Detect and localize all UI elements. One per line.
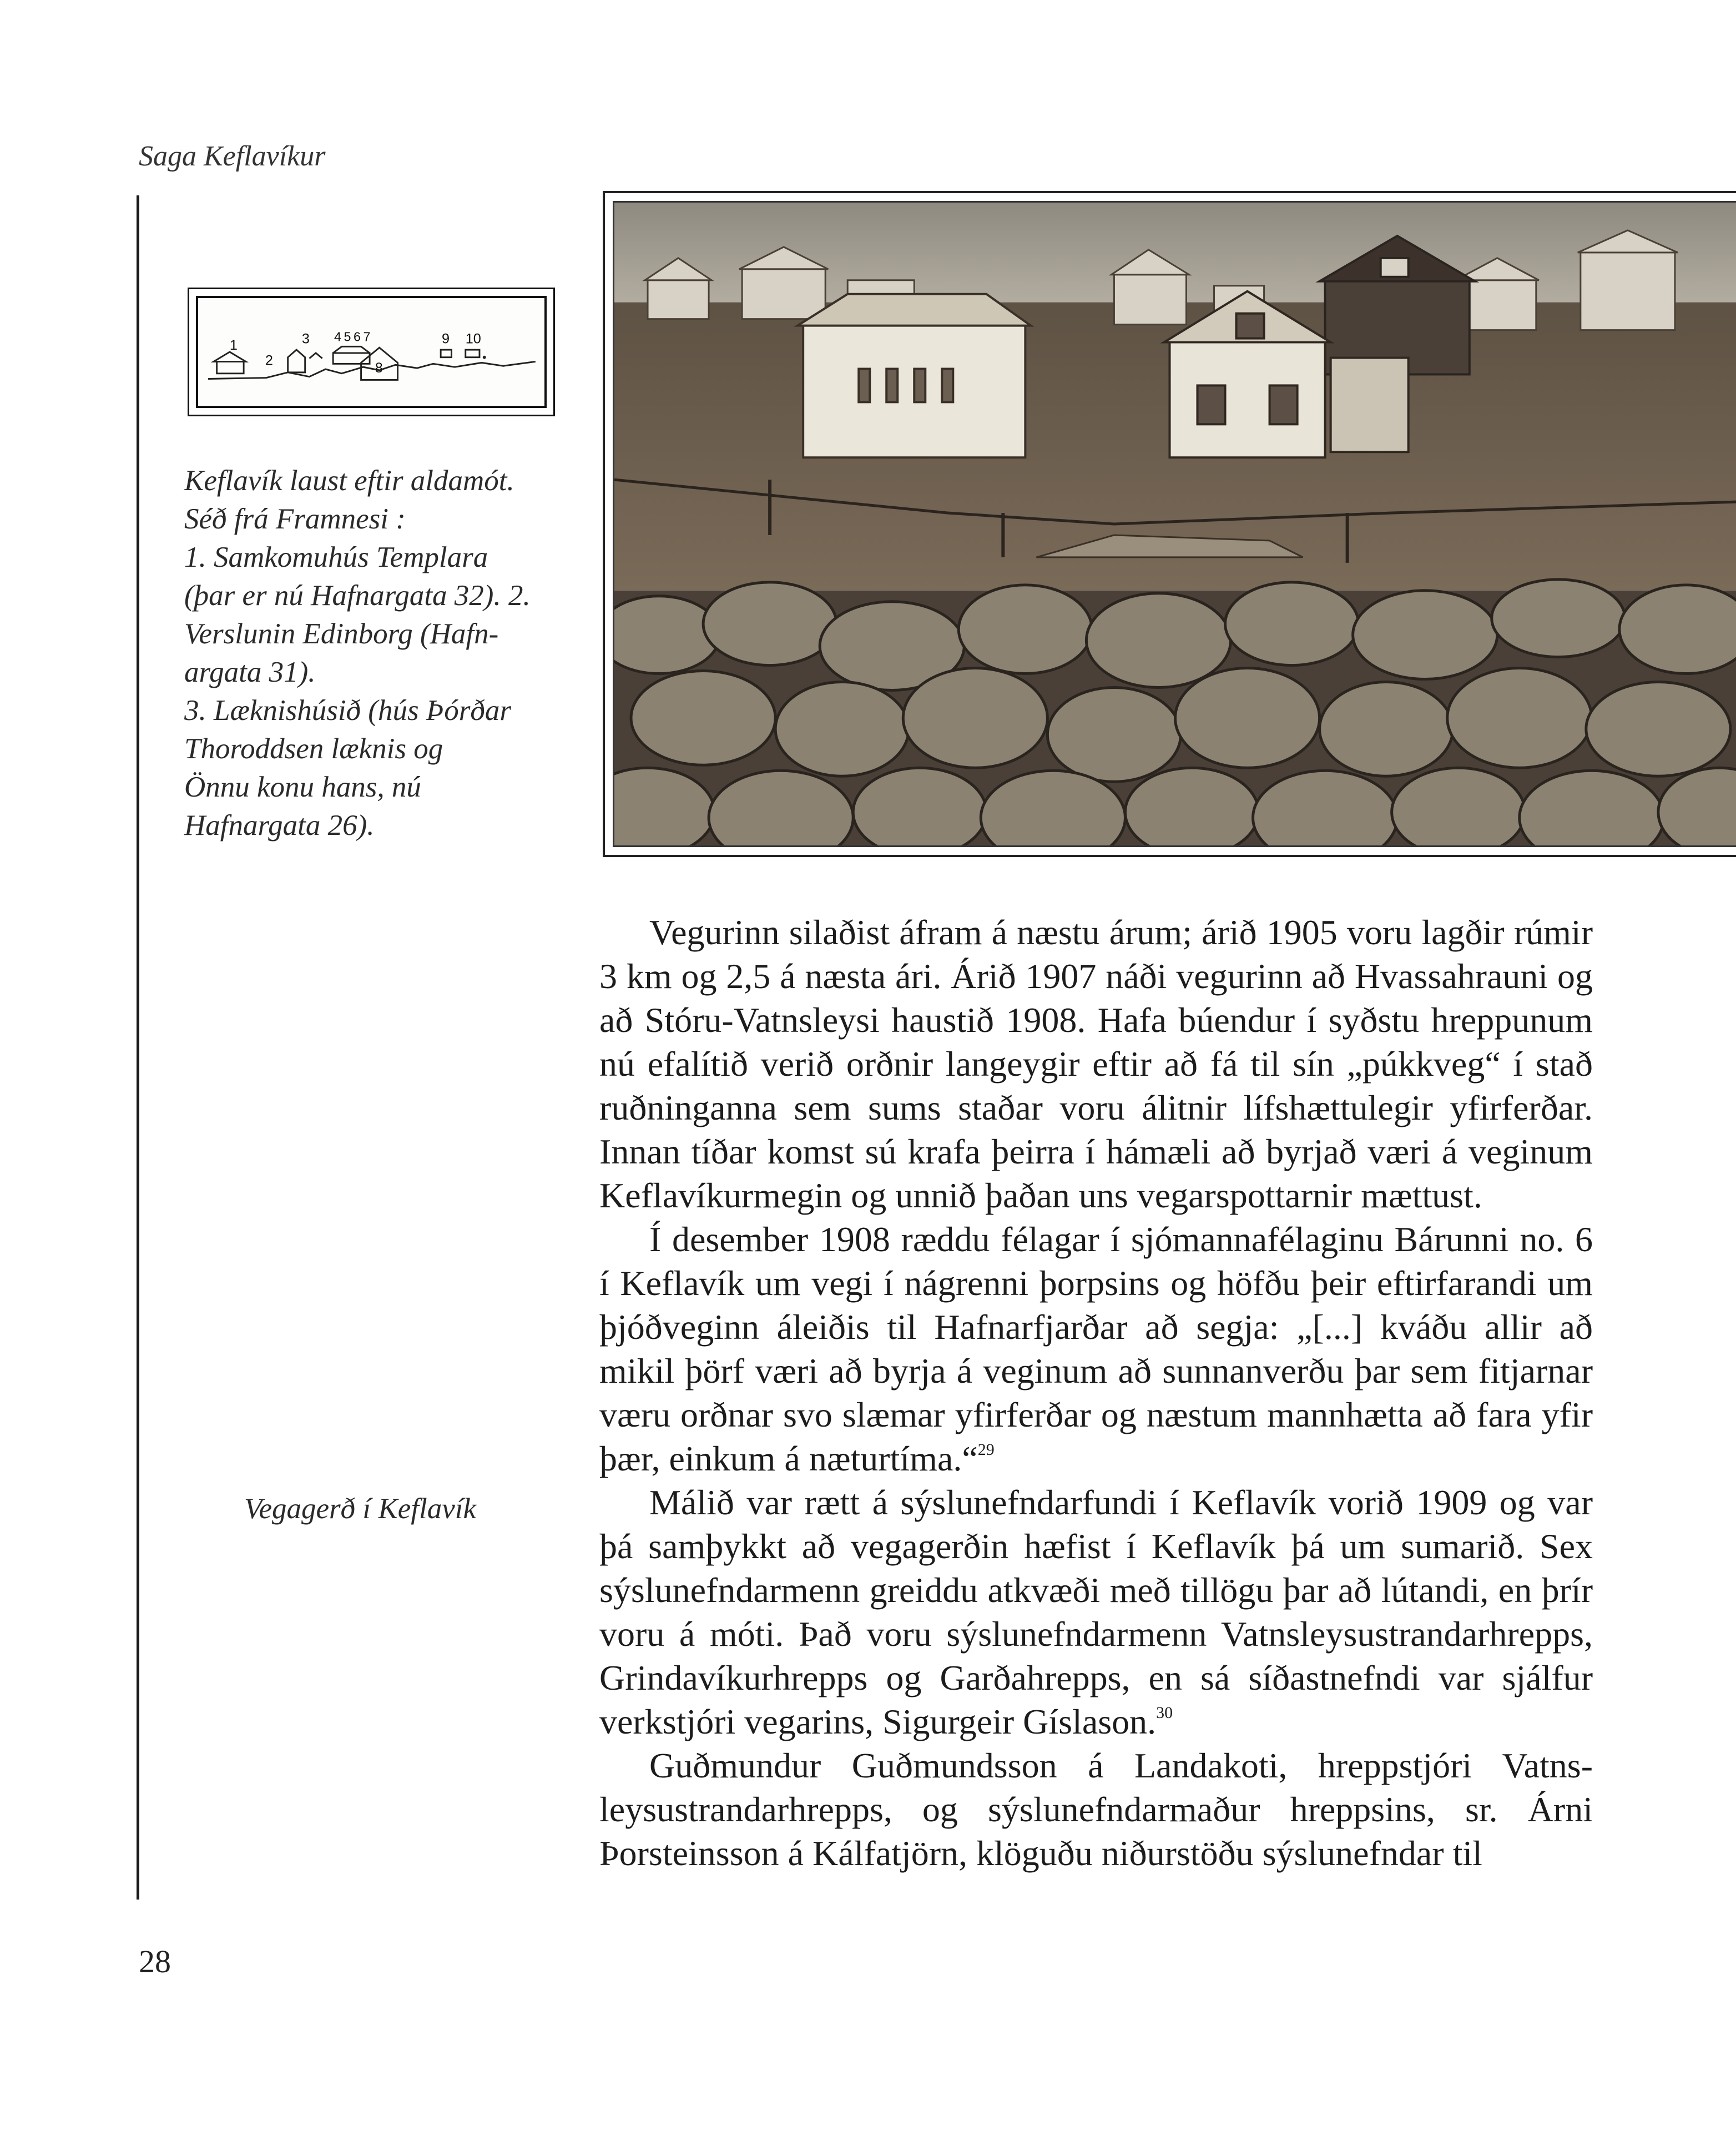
- caption-line: (þar er nú Hafnargata 32). 2.: [184, 580, 531, 612]
- running-head: Saga Keflavíkur: [139, 140, 326, 172]
- key-label-5: 5: [344, 329, 351, 344]
- key-diagram-sketch: [198, 298, 544, 406]
- key-label-1: 1: [229, 337, 238, 354]
- body-paragraph-text: Málið var rætt á sýslunefndarfundi í Keflavík vorið 1909 og var þá samþykkt að vegagerðin hæfist í Keflavík þá um sumarið. Sex sýslunefndarmenn greiddu atkvæði með tillögu þar að lútandi, en þrír voru á móti. Það voru sýslunefndarmenn Vatnsleysustrandarhrepps, Grindavíkurhrepps og Garðahrepps, en sá síðastnefndi var sjálfur verkstjóri vegarins, Sigurgeir Gíslason.: [599, 1483, 1593, 1741]
- key-label-3: 3: [301, 331, 310, 347]
- margin-note: Vegagerð í Keflavík: [244, 1493, 476, 1525]
- body-paragraph: Guðmundur Guðmundsson á Landakoti, hreppstjóri Vatnsleysustrandarhrepps, og sýslunefndarmaður hreppsins, sr. Árni Þorsteinsson á Kálfatjörn, klöguðu niðurstöðu sýslunefndar til: [599, 1746, 1593, 1873]
- key-label-10: 10: [465, 331, 481, 347]
- body-paragraph: [599, 1217, 1593, 1480]
- caption-line: argata 31).: [184, 656, 316, 688]
- key-label-2: 2: [265, 352, 273, 369]
- key-diagram-inner: [196, 296, 547, 408]
- page-number: 28: [139, 1943, 171, 1979]
- margin-rule: [137, 195, 139, 1900]
- body-paragraph: [599, 1480, 1593, 1744]
- photo-frame: [603, 191, 1736, 857]
- caption-line: Séð frá Framnesi :: [184, 503, 406, 535]
- caption-line: Hafnargata 26).: [184, 809, 375, 842]
- caption-line: 3. Læknishúsið (hús Þórðar: [184, 694, 511, 727]
- photo-caption: [184, 462, 551, 845]
- key-label-6: 6: [353, 329, 361, 344]
- caption-line: Keflavík laust eftir aldamót.: [184, 465, 514, 497]
- key-label-7: 7: [363, 329, 371, 344]
- body-paragraph-text: Í desember 1908 ræddu félagar í sjómannafélaginu Bárunni no. 6 í Keflavík um vegi í nágrenni þorpsins og höfðu þeir eftirfarandi um þjóðveginn áleiðis til Hafnarfjarðar að segja: „[...] kváðu allir að mikil þörf væri að byrja á veginum að sunnanverðu þar sem fitjarnar væru orðnar svo slæmar yfirferðar og næstum mannhætta að fara yfir þær, einkum á næturtíma.“: [599, 1220, 1593, 1478]
- village-photo-image: [614, 203, 1736, 845]
- caption-line: Thoroddsen læknis og: [184, 733, 443, 765]
- key-label-8: 8: [375, 360, 383, 376]
- footnote-ref: 29: [977, 1440, 995, 1459]
- footnote-ref: 30: [1156, 1704, 1173, 1722]
- caption-line: 1. Samkomuhús Templara: [184, 541, 488, 573]
- caption-line: Önnu konu hans, nú: [184, 771, 421, 803]
- body-paragraph: Vegurinn silaðist áfram á næstu árum; árið 1905 voru lagðir rúmir 3 km og 2,5 á næsta ári. Árið 1907 náði vegurinn að Hvassahrauni og að Stóru-Vatnsleysi haustið 1908. Hafa búendur í syðstu hreppunum nú efalítið verið orðnir langeygir eftir að fá til sín „púkkveg“ í stað ruðninganna sem sums staðar voru álitnir lífshættulegir yfirferðar. Innan tíðar komst sú krafa þeirra í hámæli að byrjað væri á veginum Keflavíkurmegin og unnið þaðan uns vegarspottarnir mættust.: [599, 913, 1593, 1215]
- caption-line: Verslunin Edinborg (Hafn-: [184, 618, 499, 650]
- key-diagram: [188, 288, 555, 416]
- key-label-4: 4: [334, 329, 342, 344]
- historic-photo: [613, 201, 1736, 847]
- key-label-9: 9: [442, 331, 450, 347]
- body-text: [599, 910, 1593, 1875]
